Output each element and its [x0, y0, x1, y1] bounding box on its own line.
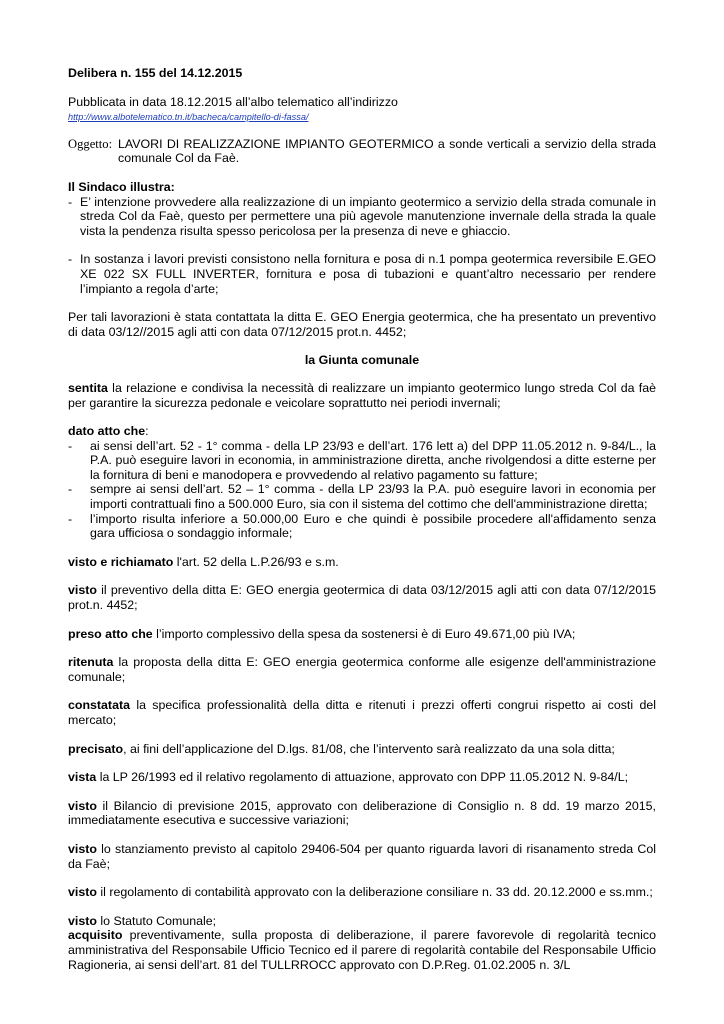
sindaco-item: - In sostanza i lavori previsti consistono nella fornitura e posa di n.1 pompa geotermica reversibile E.GEO XE 022 SX FULL INVERTER, fornitura e posa di tubazioni e quant’altro necessario per rendere l’impianto a regola d’arte; [68, 252, 656, 296]
clause-vista-lp: vista la LP 26/1993 ed il relativo regolamento di attuazione, approvato con DPP 11.05.2012 N. 9-84/L; [68, 770, 629, 785]
sindaco-item: - E’ intenzione provvedere alla realizzazione di un impianto geotermico a servizio della strada comunale in streda Col da Faè, questo per permettere una più agevole manutenzione invernale della strada la quale vista la pendenza risulta spesso pericolosa per la presenza di neve e ghiaccio. [68, 194, 656, 238]
albo-link[interactable]: http://www.albotelematico.tn.it/bacheca/campitello-di-fassa/ [68, 112, 309, 123]
dato-atto-text: l’importo risulta inferiore a 50.000,00 Euro e che quindi è possibile procedere all'affidamento senza gara ufficiosa o sondaggio informale; [90, 511, 656, 541]
clause-sentita: sentita la relazione e condivisa la necessità di realizzare un impianto geotermico lungo streda Col da faè per garantire la sicurezza pedonale e veicolare soprattutto nei periodi invernali; [68, 380, 656, 410]
giunta-heading: la Giunta comunale [304, 353, 420, 368]
clause-visto-regolamento: visto il regolamento di contabilità approvato con la deliberazione consiliare n. 33 dd. 20.12.2000 e ss.mm.; [68, 885, 653, 900]
sindaco-item-text: In sostanza i lavori previsti consistono nella fornitura e posa di n.1 pompa geotermica reversibile E.GEO XE 022 SX FULL INVERTER, fornitura e posa di tubazioni e quant’altro necessario per rendere l’impianto a regola d’arte; [80, 252, 656, 296]
dato-atto-text: ai sensi dell’art. 52 - 1° comma - della LP 23/93 e dell’art. 176 lett a) del DPP 11.05.2012 n. 9-84/L., la P.A. può eseguire lavori in economia, in amministrazione diretta, anche rivolgendosi a ditte esterne per la fornitura di beni e manodopera e provvedendo al relativo pagamento su fatture; [90, 438, 656, 482]
clause-constatata: constatata la specifica professionalità della ditta e ritenuti i prezzi offerti congrui rispetto ai costi del mercato; [68, 698, 656, 727]
ditta-contact: Per tali lavorazioni è stata contattata la ditta E. GEO Energia geotermica, che ha presentato un preventivo di data 03/12//2015 agli atti con data 07/12/2015 prot.n. 4452; [68, 310, 656, 339]
oggetto-label: Oggetto: [68, 136, 113, 151]
clause-visto-bilancio: visto il Bilancio di previsione 2015, approvato con deliberazione di Consiglio n. 8 dd. 19 marzo 2015, immediatamente esecutiva e successive variazioni; [68, 798, 656, 828]
clause-acquisito: acquisito preventivamente, sulla proposta di deliberazione, il parere favorevole di regolarità tecnico amministrativa del Responsabile Ufficio Tecnico ed il parere di regolarità contabile del Responsabile Ufficio Ragioneria, ai sensi dell’art. 81 del TULLRROCC approvato con D.P.Reg. 01.02.2005 n. 3/L [68, 928, 656, 972]
sindaco-heading: Il Sindaco illustra: [68, 179, 175, 194]
dato-atto-heading: dato atto che: [68, 424, 149, 439]
clause-visto-statuto: visto lo Statuto Comunale; [68, 913, 217, 928]
clause-preso-atto: preso atto che l’importo complessivo della spesa da sostenersi è di Euro 49.671,00 più IVA; [68, 626, 576, 641]
publication-note: Pubblicata in data 18.12.2015 all’albo telematico all’indirizzo [68, 94, 398, 109]
clause-precisato: precisato, ai fini dell’applicazione del D.lgs. 81/08, che l’intervento sarà realizzato da una sola ditta; [68, 741, 615, 756]
clause-visto-richiamato: visto e richiamato l'art. 52 della L.P.26/93 e s.m. [68, 554, 339, 569]
oggetto-text: LAVORI DI REALIZZAZIONE IMPIANTO GEOTERMICO a sonde verticali a servizio della strada comunale Col da Faè. [118, 136, 656, 166]
document [68, 66, 656, 972]
dato-atto-item: - ai sensi dell’art. 52 - 1° comma - della LP 23/93 e dell’art. 176 lett a) del DPP 11.05.2012 n. 9-84/L., la P.A. può eseguire lavori in economia, in amministrazione diretta, anche rivolgendosi a ditte esterne per la fornitura di beni e manodopera e provvedendo al relativo pagamento su fatture; [68, 438, 656, 482]
delibera-title: Delibera n. 155 del 14.12.2015 [68, 66, 243, 80]
sindaco-item-text: E’ intenzione provvedere alla realizzazione di un impianto geotermico a servizio della strada comunale in streda Col da Faè, questo per permettere una più agevole manutenzione invernale della strada la quale vista la pendenza risulta spesso pericolosa per la presenza di neve e ghiaccio. [80, 194, 656, 238]
clause-ritenuta: ritenuta la proposta della ditta E: GEO energia geotermica conforme alle esigenze dell'amministrazione comunale; [68, 655, 656, 684]
dato-atto-text: sempre ai sensi dell’art. 52 – 1° comma - della LP 23/93 la P.A. può eseguire lavori in economia per importi contrattuali fino a 500.000 Euro, sia con il sistema del cottimo che dell'amministrazione diretta; [90, 482, 656, 512]
clause-visto-preventivo: visto il preventivo della ditta E: GEO energia geotermica di data 03/12/2015 agli atti con data 07/12/2015 prot.n. 4452; [68, 583, 656, 613]
dato-atto-item: - sempre ai sensi dell’art. 52 – 1° comma - della LP 23/93 la P.A. può eseguire lavori in economia per importi contrattuali fino a 500.000 Euro, sia con il sistema del cottimo che dell'amministrazione diretta; [68, 482, 656, 512]
clause-visto-stanziamento: visto lo stanziamento previsto al capitolo 29406-504 per quanto riguarda lavori di risanamento streda Col da Faè; [68, 841, 656, 871]
dato-atto-item: - l’importo risulta inferiore a 50.000,00 Euro e che quindi è possibile procedere all'affidamento senza gara ufficiosa o sondaggio informale; [68, 511, 656, 541]
oggetto-block [68, 137, 656, 166]
